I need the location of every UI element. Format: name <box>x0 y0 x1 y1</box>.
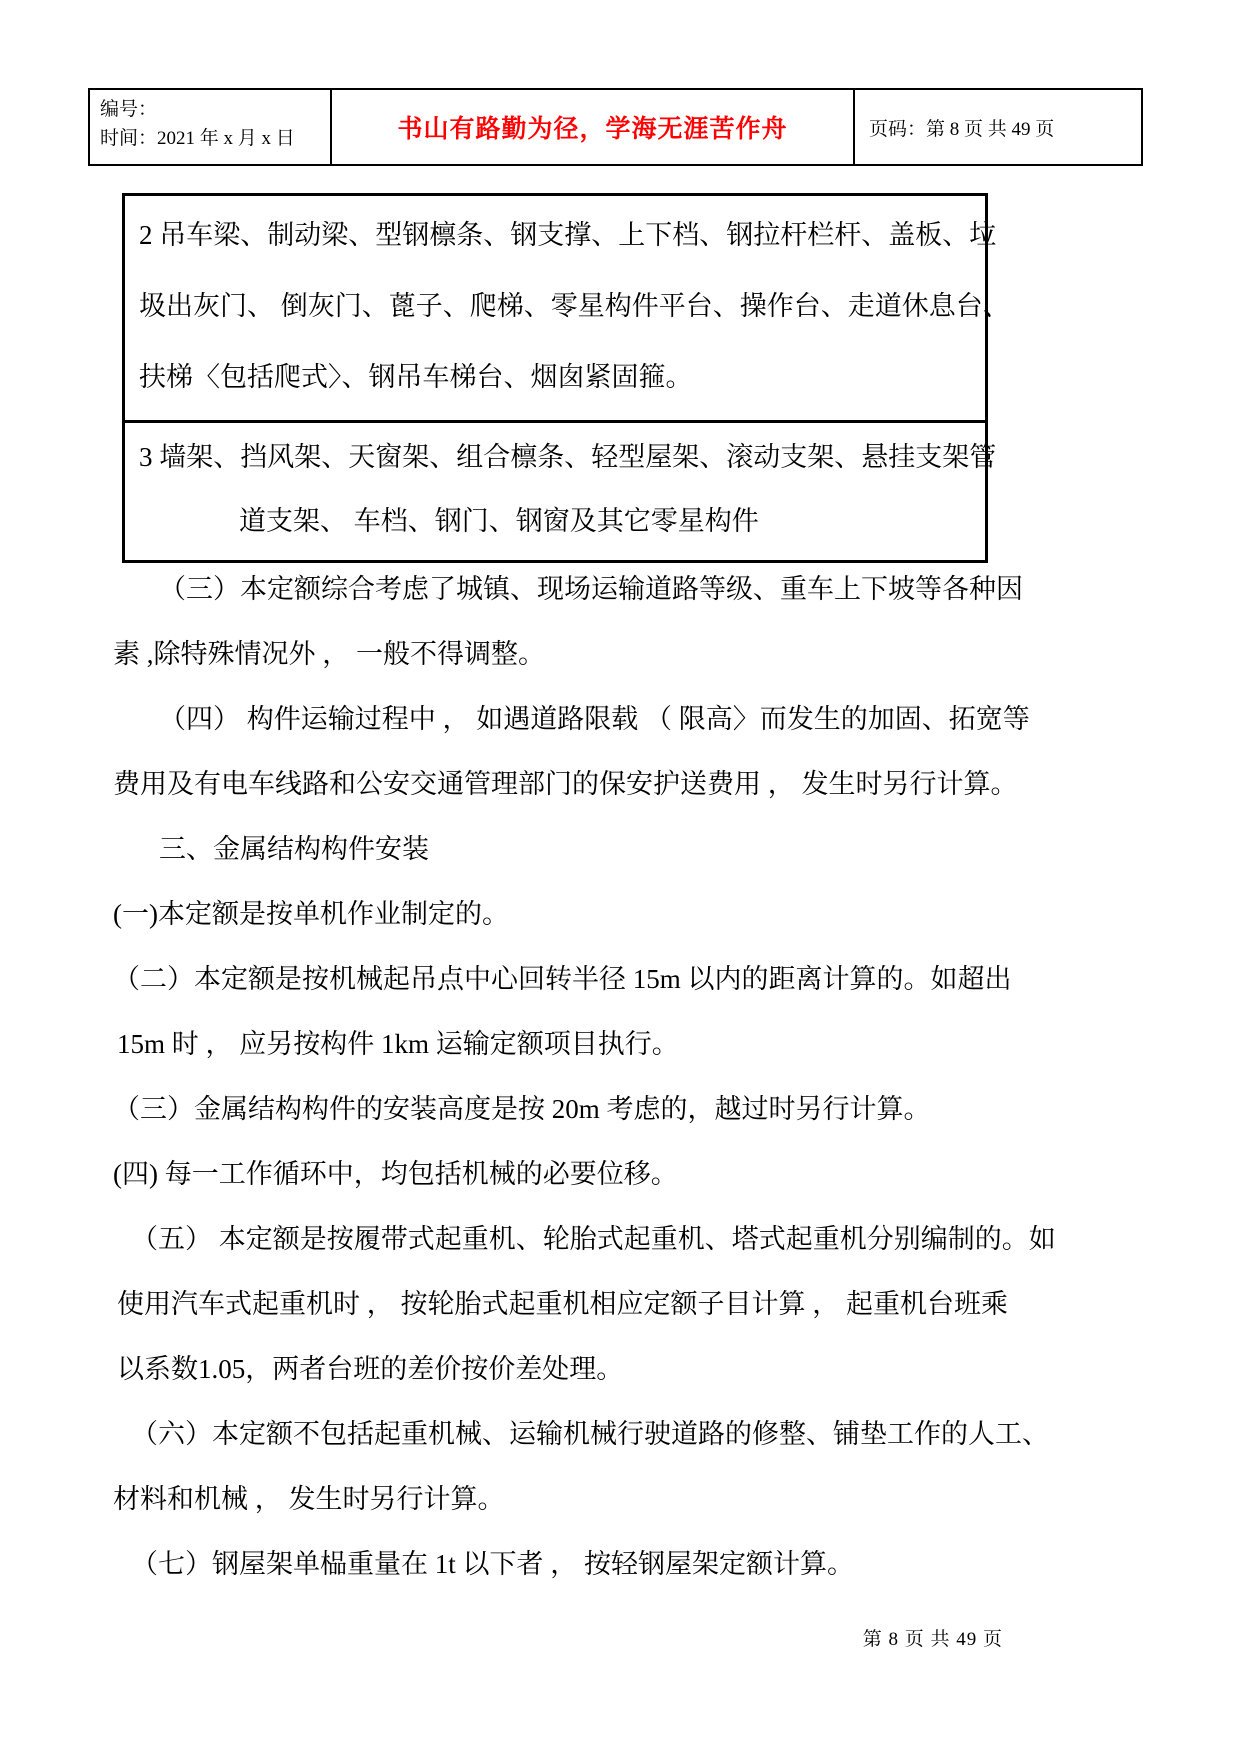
body-line: （三）本定额综合考虑了城镇、现场运输道路等级、重车上下坡等各种因 <box>159 574 1023 604</box>
header-cell-number-date <box>90 90 332 164</box>
content-table <box>122 193 1010 563</box>
body-line: 素 ,除特殊情况外 ， 一般不得调整。 <box>113 639 545 669</box>
body-line: 费用及有电车线路和公安交通管理部门的保安护送费用 ， 发生时另行计算。 <box>113 769 1018 799</box>
footer-page-number: 第 8 页 共 49 页 <box>862 1629 1003 1650</box>
slogan-text: 书山有路勤为径，学海无涯苦作舟 <box>397 116 788 143</box>
body-line: (一)本定额是按单机作业制定的。 <box>113 899 509 929</box>
header-table <box>88 88 1143 166</box>
body-line: （三）金属结构构件的安装高度是按 20m 考虑的，越过时另行计算。 <box>113 1094 931 1124</box>
body-line: 15m 时 ， 应另按构件 1km 运输定额项目执行。 <box>117 1029 679 1059</box>
body-line: （七）钢屋架单榀重量在 1t 以下者 ， 按轻钢屋架定额计算。 <box>131 1549 855 1579</box>
body-line: （六）本定额不包括起重机械、运输机械行驶道路的修整、铺垫工作的人工、 <box>131 1419 1049 1449</box>
page-number-label: 页码：第 8 页 共 49 页 <box>869 118 1055 140</box>
table-row-2-line-3: 扶梯〈包括爬式〉、钢吊车梯台、烟囱紧固箍。 <box>139 362 693 392</box>
table-row-3 <box>125 420 997 560</box>
body-text <box>113 557 1056 1597</box>
body-line: 以系数1.05，两者台班的差价按价差处理。 <box>117 1354 624 1384</box>
table-row-3-line-2: 道支架、 车档、钢门、钢窗及其它零星构件 <box>239 506 759 536</box>
number-label: 编号： <box>100 99 158 120</box>
table-row-3-line-1: 3 墙架、挡风架、天窗架、组合檩条、轻型屋架、滚动支架、悬挂支架管 <box>139 442 997 472</box>
table-row-2 <box>125 196 1010 420</box>
body-line: （二）本定额是按机械起吊点中心回转半径 15m 以内的距离计算的。如超出 <box>113 964 1012 994</box>
table-row-2-line-2: 圾出灰门、 倒灰门、蓖子、爬梯、零星构件平台、操作台、走道休息台、 <box>139 291 1010 321</box>
date-label: 时间：2021 年 x 月 x 日 <box>100 128 295 149</box>
body-line: (四) 每一工作循环中，均包括机械的必要位移。 <box>113 1159 678 1189</box>
body-line: 使用汽车式起重机时 ， 按轮胎式起重机相应定额子目计算 ， 起重机台班乘 <box>117 1289 1008 1319</box>
header-cell-slogan <box>332 90 855 164</box>
header-cell-page <box>855 90 1141 164</box>
table-row-2-line-1: 2 吊车梁、制动梁、型钢檩条、钢支撑、上下档、钢拉杆栏杆、盖板、垃 <box>139 220 997 250</box>
body-section-heading: 三、金属结构构件安装 <box>159 834 429 864</box>
body-line: （五） 本定额是按履带式起重机、轮胎式起重机、塔式起重机分别编制的。如 <box>131 1224 1056 1254</box>
body-line: （四） 构件运输过程中 ， 如遇道路限载 （ 限高〉而发生的加固、拓宽等 <box>159 704 1030 734</box>
body-line: 材料和机械 ， 发生时另行计算。 <box>113 1484 505 1514</box>
